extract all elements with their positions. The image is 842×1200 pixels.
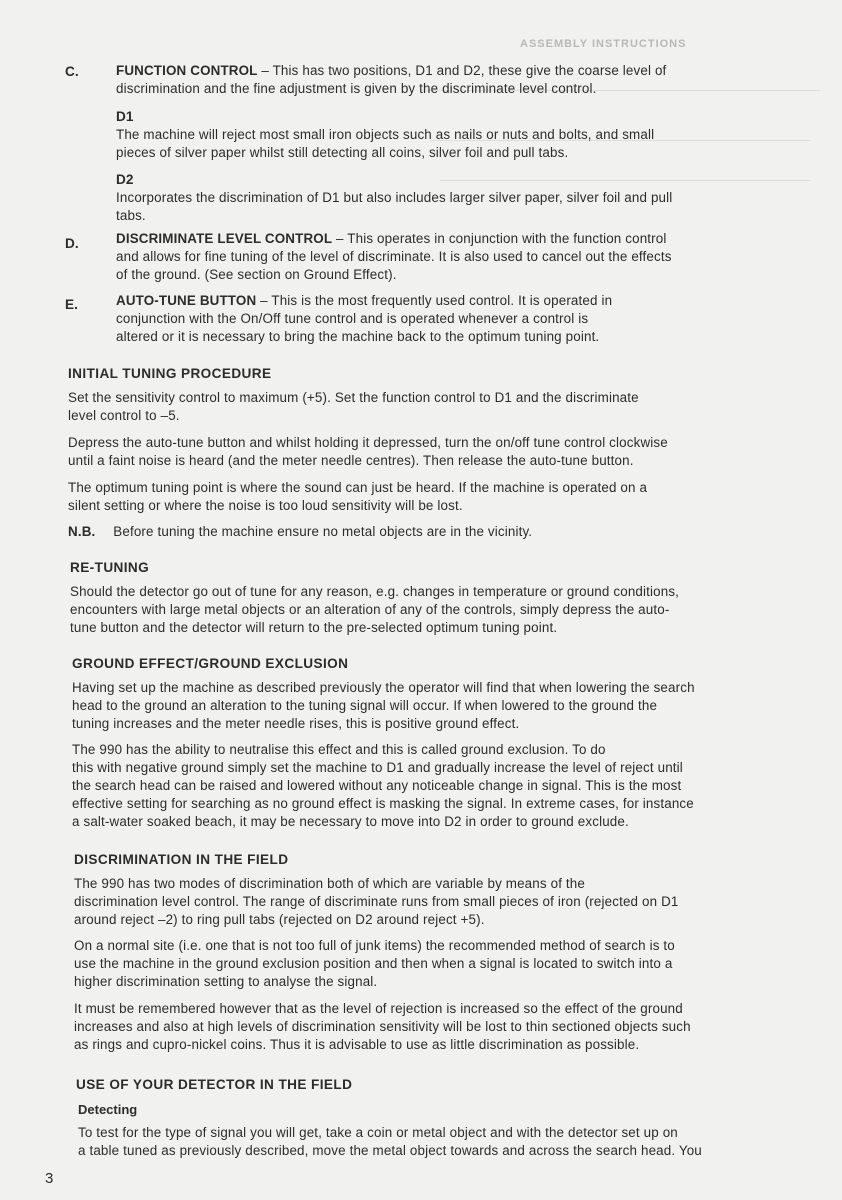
retuning-line-3: tune button and the detector will return to the pre-selected optimum tuning point. <box>70 620 558 635</box>
ground-effect-p1-line-3: tuning increases and the meter needle rises, this is positive ground effect. <box>72 716 520 731</box>
use-detector-line-2: a table tuned as previously described, move the metal object towards and across the search head. You <box>78 1143 702 1158</box>
detecting-subheading: Detecting <box>78 1102 138 1117</box>
use-detector-line-1: To test for the type of signal you will get, take a coin or metal object and with the detector set up on <box>78 1125 678 1140</box>
initial-tuning-p2-line-1: Depress the auto-tune button and whilst holding it depressed, turn the on/off tune control clockwise <box>68 435 668 450</box>
show-through-line <box>440 180 810 181</box>
initial-tuning-p1-line-2: level control to –5. <box>68 408 180 423</box>
item-letter-d: D. <box>65 236 79 251</box>
discrimination-field-p1-line-3: around reject –2) to ring pull tabs (rejected on D2 around reject +5). <box>74 912 485 927</box>
d1-line-2: pieces of silver paper whilst still detecting all coins, silver foil and pull tabs. <box>116 145 569 160</box>
ground-effect-p1-line-2: head to the ground an alteration to the tuning signal will occur. If when lowered to the ground the <box>72 698 658 713</box>
retuning-line-2: encounters with large metal objects or an alteration of any of the controls, simply depress the auto- <box>70 602 670 617</box>
initial-tuning-heading: INITIAL TUNING PROCEDURE <box>68 366 272 381</box>
nb-label: N.B. <box>68 524 96 539</box>
discriminate-level-line-1 <box>116 230 667 248</box>
ground-effect-p2-line-3: the search head can be raised and lowered without any noticeable change in signal. This is the most <box>72 778 682 793</box>
ground-effect-p2-line-5: a salt-water soaked beach, it may be necessary to move into D2 in order to ground exclude. <box>72 814 629 829</box>
d1-title: D1 <box>116 109 134 124</box>
ground-effect-p2-line-1: The 990 has the ability to neutralise this effect and this is called ground exclusion. To do <box>72 742 606 757</box>
ground-effect-p2-line-2: this with negative ground simply set the machine to D1 and gradually increase the level of reject until <box>72 760 683 775</box>
auto-tune-line-1 <box>116 292 612 310</box>
d1-line-1: The machine will reject most small iron objects such as nails or nuts and bolts, and small <box>116 127 655 142</box>
initial-tuning-p3-line-2: silent setting or where the noise is too loud sensitivity will be lost. <box>68 498 463 513</box>
auto-tune-text: – This is the most frequently used control. It is operated in <box>260 293 613 308</box>
auto-tune-line-3: altered or it is necessary to bring the machine back to the optimum tuning point. <box>116 329 600 344</box>
discrimination-field-p1-line-2: discrimination level control. The range of discriminate runs from small pieces of iron (rejected on D1 <box>74 894 679 909</box>
auto-tune-title: AUTO-TUNE BUTTON <box>116 293 257 308</box>
ground-effect-p1-line-1: Having set up the machine as described previously the operator will find that when lowering the search <box>72 680 695 695</box>
function-control-line-2: discrimination and the fine adjustment is given by the discriminate level control. <box>116 81 597 96</box>
discrimination-field-p3-line-2: increases and also at high levels of discrimination sensitivity will be lost to thin sectioned objects such <box>74 1019 691 1034</box>
retuning-line-1: Should the detector go out of tune for any reason, e.g. changes in temperature or ground conditions, <box>70 584 680 599</box>
initial-tuning-p2-line-2: until a faint noise is heard (and the meter needle centres). Then release the auto-tune button. <box>68 453 634 468</box>
ground-effect-heading: GROUND EFFECT/GROUND EXCLUSION <box>72 656 349 671</box>
discrimination-field-p2-line-3: higher discrimination setting to analyse the signal. <box>74 974 378 989</box>
function-control-line-1 <box>116 62 666 80</box>
discriminate-level-text: – This operates in conjunction with the function control <box>336 231 667 246</box>
auto-tune-line-2: conjunction with the On/Off tune control and is operated whenever a control is <box>116 311 589 326</box>
d2-title: D2 <box>116 172 134 187</box>
ground-effect-p2-line-4: effective setting for searching as no ground effect is masking the signal. In extreme cases, for instance <box>72 796 694 811</box>
show-through-heading: ASSEMBLY INSTRUCTIONS <box>520 38 687 50</box>
initial-tuning-p3-line-1: The optimum tuning point is where the sound can just be heard. If the machine is operated on a <box>68 480 648 495</box>
item-letter-e: E. <box>65 297 78 312</box>
discriminate-level-title: DISCRIMINATE LEVEL CONTROL <box>116 231 333 246</box>
d2-line-1: Incorporates the discrimination of D1 but also includes larger silver paper, silver foil and pull <box>116 190 673 205</box>
discrimination-field-p3-line-1: It must be remembered however that as the level of rejection is increased so the effect of the ground <box>74 1001 683 1016</box>
discriminate-level-line-3: of the ground. (See section on Ground Effect). <box>116 267 397 282</box>
use-detector-heading: USE OF YOUR DETECTOR IN THE FIELD <box>76 1077 353 1092</box>
function-control-title: FUNCTION CONTROL <box>116 63 258 78</box>
function-control-text: – This has two positions, D1 and D2, these give the coarse level of <box>261 63 667 78</box>
d2-line-2: tabs. <box>116 208 146 223</box>
nb-text: Before tuning the machine ensure no metal objects are in the vicinity. <box>113 524 533 539</box>
item-letter-c: C. <box>65 64 79 79</box>
retuning-heading: RE-TUNING <box>70 560 150 575</box>
discrimination-field-heading: DISCRIMINATION IN THE FIELD <box>74 852 289 867</box>
nb-note <box>68 523 532 541</box>
discrimination-field-p1-line-1: The 990 has two modes of discrimination both of which are variable by means of the <box>74 876 585 891</box>
initial-tuning-p1-line-1: Set the sensitivity control to maximum (+5). Set the function control to D1 and the discriminate <box>68 390 639 405</box>
page-number: 3 <box>45 1170 54 1187</box>
discrimination-field-p2-line-1: On a normal site (i.e. one that is not too full of junk items) the recommended method of search is to <box>74 938 675 953</box>
discrimination-field-p2-line-2: use the machine in the ground exclusion position and then when a signal is located to switch into a <box>74 956 673 971</box>
discrimination-field-p3-line-3: as rings and cupro-nickel coins. Thus it is advisable to use as little discrimination as possible. <box>74 1037 640 1052</box>
discriminate-level-line-2: and allows for fine tuning of the level of discriminate. It is also used to cancel out the effects <box>116 249 672 264</box>
